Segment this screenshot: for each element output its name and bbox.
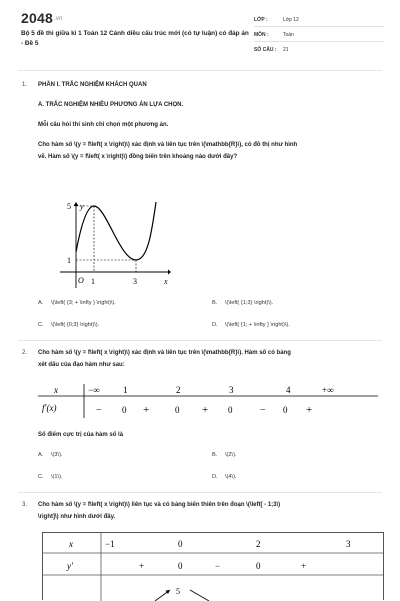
function-graph — [56, 200, 171, 290]
sign-value: − — [260, 405, 266, 416]
option-text: \(2\). — [225, 452, 237, 458]
derivative-row-label: y′ — [67, 561, 73, 571]
x-value: 2 — [176, 385, 181, 395]
arrow-head — [166, 590, 171, 594]
option-text: \(\left( {1; + \infty } \right)\). — [225, 322, 290, 328]
question-number: 3. — [22, 502, 28, 508]
class-value: Lớp 12 — [283, 17, 299, 23]
x-value: 2 — [256, 539, 261, 549]
x-axis-arrow — [168, 270, 171, 275]
divider — [254, 41, 384, 42]
y-axis-arrow — [74, 202, 79, 206]
variation-table-grid — [43, 533, 383, 601]
option-label: A. — [38, 300, 44, 306]
option-label: D. — [212, 474, 218, 480]
option-label: C. — [38, 322, 44, 328]
count-value: 21 — [283, 47, 289, 53]
option-text: \(1\). — [51, 474, 63, 480]
question-divider — [18, 340, 382, 341]
sign-value: − — [96, 405, 102, 416]
option-label: C. — [38, 474, 44, 480]
sign-value: 0 — [283, 405, 288, 415]
option-label: B. — [212, 300, 218, 306]
option-text: \(3\). — [51, 452, 63, 458]
answer-option[interactable] — [38, 322, 99, 328]
answer-option[interactable] — [212, 474, 237, 480]
question-stem: xét dấu của đạo hàm như sau: — [38, 362, 125, 368]
answer-option[interactable] — [212, 452, 237, 458]
section-heading: A. TRẮC NGHIỆM NHIỀU PHƯƠNG ÁN LỰA CHỌN. — [38, 102, 184, 108]
x-value: −∞ — [88, 385, 100, 395]
x-value: 3 — [346, 539, 351, 549]
document-header — [0, 0, 400, 62]
question-divider — [18, 492, 382, 493]
logo-tld: .vn — [53, 16, 63, 23]
subject-value: Toán — [283, 32, 294, 38]
count-label: SỐ CÂU : — [254, 47, 277, 53]
option-label: D. — [212, 322, 218, 328]
x-value: −1 — [105, 539, 115, 549]
sign-value: − — [215, 561, 221, 571]
instruction-text: Mỗi câu hỏi thí sinh chỉ chọn một phương án. — [38, 122, 169, 128]
answer-option[interactable] — [212, 322, 290, 328]
document-title: Bộ 5 đề thi giữa kì 1 Toán 12 Cánh diều cấu trúc mới (có tự luận) có đáp án - Đề 5 — [21, 30, 249, 47]
part-heading: PHẦN I. TRẮC NGHIỆM KHÁCH QUAN — [38, 82, 147, 88]
option-label: A. — [38, 452, 44, 458]
sign-value: + — [301, 561, 307, 571]
sign-value: 0 — [178, 561, 183, 571]
option-text: \(\left( {1;3} \right)\). — [225, 300, 274, 306]
decrease-arrow — [190, 590, 209, 601]
sign-value: 0 — [175, 405, 180, 415]
answer-option[interactable] — [212, 300, 273, 306]
option-text: \(\left( {0;3} \right)\). — [51, 322, 100, 328]
x-value: 0 — [178, 539, 183, 549]
answer-option[interactable] — [38, 452, 63, 458]
sign-table — [38, 380, 378, 420]
sign-value: 0 — [256, 561, 261, 571]
y-tick-label: 5 — [67, 202, 71, 211]
option-text: \(4\). — [225, 474, 237, 480]
question-stem: Cho hàm số \(y = f\left( x \right)\) xác định và liên tục trên \(\mathbb{R}\). Hàm số có bảng — [38, 350, 291, 356]
option-label: B. — [212, 452, 218, 458]
origin-label: O — [78, 276, 84, 285]
sign-value: + — [306, 404, 313, 416]
question-stem: vẽ. Hàm số \(y = f\left( x \right)\) đồng biến trên khoảng nào dưới đây? — [38, 154, 238, 160]
x-row-label: x — [54, 385, 58, 395]
sign-value: + — [139, 561, 145, 571]
x-row-label: x — [69, 539, 73, 549]
derivative-row-label: f′(x) — [42, 403, 57, 413]
sign-value: 0 — [122, 405, 127, 415]
x-tick-label: 3 — [133, 277, 137, 286]
x-value: +∞ — [322, 385, 334, 395]
divider — [254, 26, 384, 27]
sign-value: + — [143, 404, 150, 416]
question-number: 1. — [22, 82, 28, 88]
x-tick-label: 1 — [91, 277, 95, 286]
variation-value: 5 — [176, 587, 180, 596]
answer-option[interactable] — [38, 300, 116, 306]
header-divider — [18, 70, 382, 71]
y-axis-label: y — [80, 202, 84, 211]
question-text: Số điểm cực trị của hàm số là — [38, 432, 124, 438]
question-stem: Cho hàm số \(y = f\left( x \right)\) xác định và liên tục trên \(\mathbb{R}\), có đồ thị như hình — [38, 142, 298, 148]
function-curve — [76, 202, 156, 260]
question-stem: Cho hàm số \(y = f\left( x \right)\) liên tục và có bảng biến thiên trên đoạn \(\left[ - 1;3\) — [38, 502, 281, 508]
site-logo[interactable] — [21, 10, 63, 26]
x-value: 3 — [229, 385, 234, 395]
question-stem: \right]\) như hình dưới đây. — [38, 514, 116, 520]
class-label: LỚP : — [254, 17, 268, 23]
x-axis-label: x — [164, 277, 168, 286]
answer-option[interactable] — [38, 474, 63, 480]
x-value: 4 — [286, 385, 291, 395]
logo-text: 2048 — [21, 10, 53, 26]
sign-value: + — [202, 404, 209, 416]
sign-value: 0 — [228, 405, 233, 415]
x-value: 1 — [123, 385, 128, 395]
option-text: \(\left( {3; + \infty } \right)\). — [51, 300, 116, 306]
variation-table — [42, 532, 384, 600]
question-number: 2. — [22, 350, 28, 356]
subject-label: MÔN : — [254, 32, 269, 38]
y-tick-label: 1 — [67, 256, 71, 265]
